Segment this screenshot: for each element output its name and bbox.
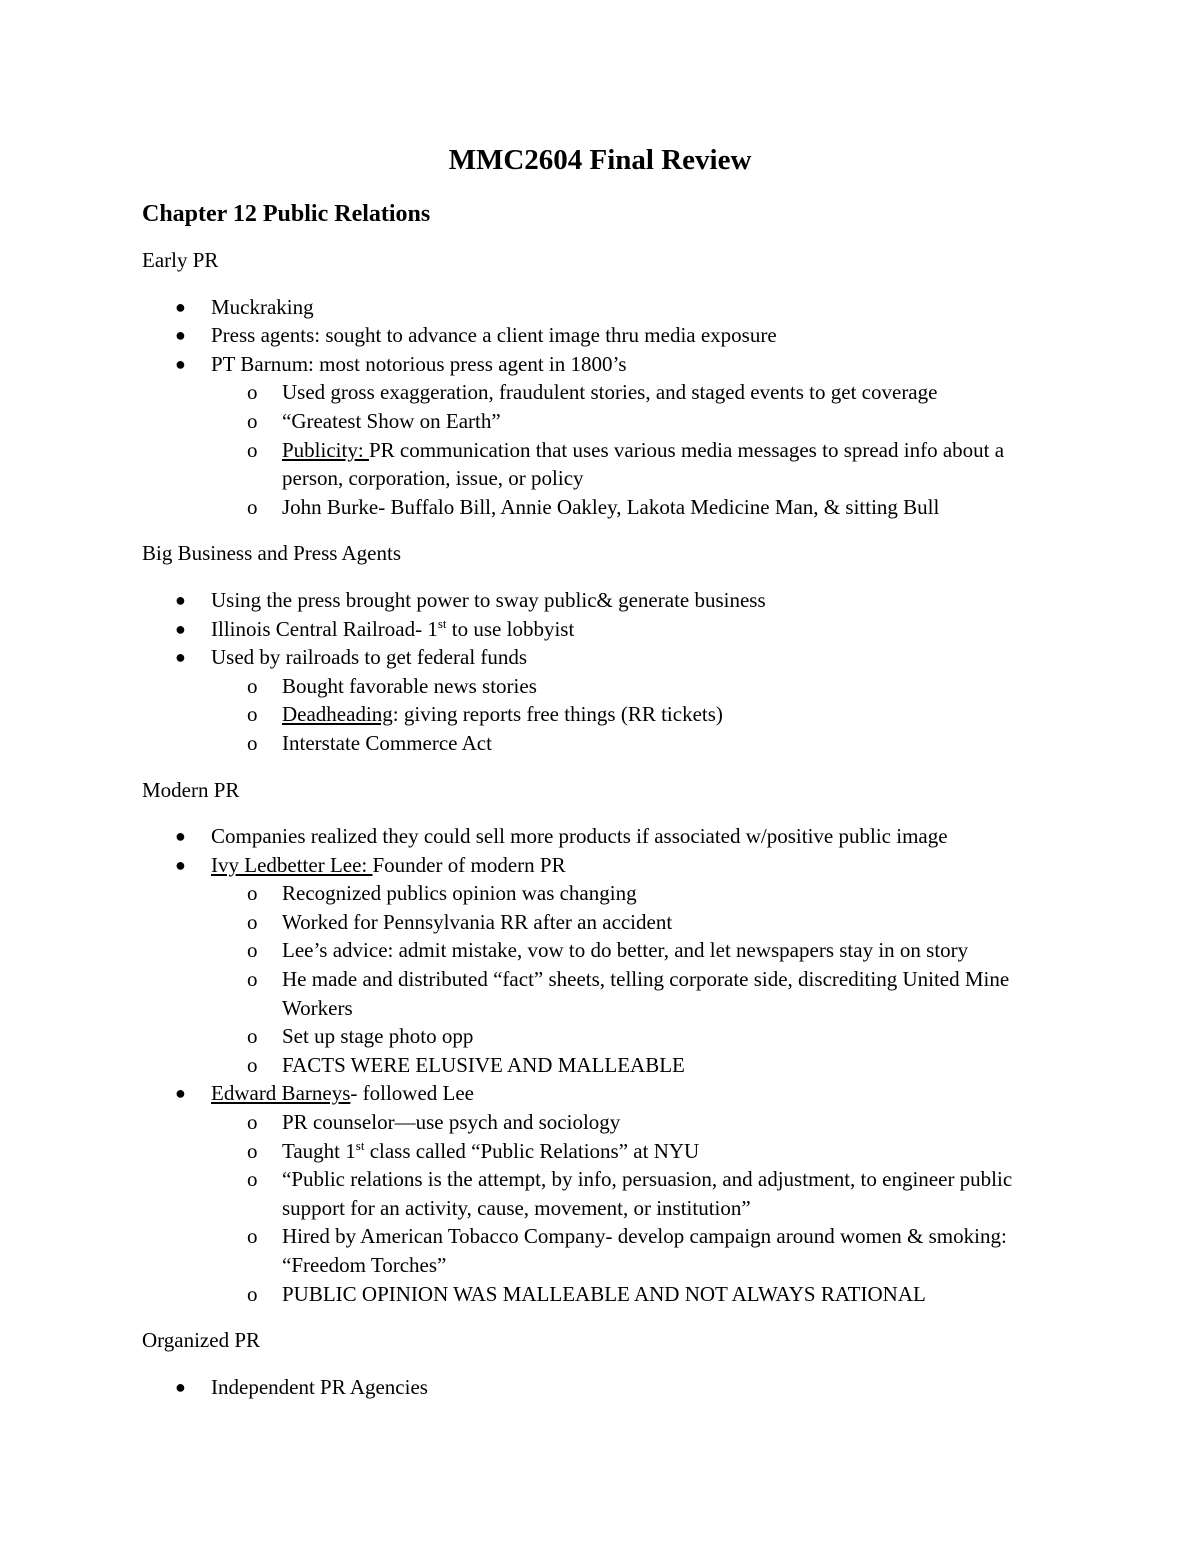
sub-list-item xyxy=(142,965,1062,1022)
item-text: Bought favorable news stories xyxy=(282,673,537,698)
underlined-term: Deadheading xyxy=(282,702,393,727)
bullet-icon: ● xyxy=(175,589,186,610)
item-text: PT Barnum: most notorious press agent in 1800’s xyxy=(211,351,627,376)
superscript: st xyxy=(355,1137,365,1153)
item-text: Set up stage photo opp xyxy=(282,1024,474,1049)
item-text: PR counselor—use psych and sociology xyxy=(282,1110,621,1135)
item-text: - followed Lee xyxy=(350,1081,474,1106)
section-heading: Big Business and Press Agents xyxy=(142,541,402,566)
hollow-bullet-icon: o xyxy=(247,673,258,698)
hollow-bullet-icon: o xyxy=(247,909,258,934)
item-text: John Burke- Buffalo Bill, Annie Oakley, Lakota Medicine Man, & sitting Bull xyxy=(282,494,940,519)
sub-bullet-list xyxy=(211,378,1062,521)
bullet-list xyxy=(142,822,1062,1308)
hollow-bullet-icon: o xyxy=(247,881,258,906)
item-text: PR communication that uses various media messages to spread info about a person, corporation, issue, or policy xyxy=(282,437,1005,491)
section-heading: Organized PR xyxy=(142,1328,261,1353)
section-heading: Modern PR xyxy=(142,777,240,802)
item-text: PUBLIC OPINION WAS MALLEABLE AND NOT ALWAYS RATIONAL xyxy=(282,1281,926,1306)
bullet-icon: ● xyxy=(175,618,186,639)
list-item xyxy=(142,350,1062,522)
sub-list-item xyxy=(142,407,1062,436)
sub-list-item xyxy=(142,493,1062,522)
page-title: MMC2604 Final Review xyxy=(448,144,752,176)
list-item xyxy=(142,321,1062,350)
bullet-icon: ● xyxy=(175,854,186,875)
sub-list-item xyxy=(142,1165,1062,1222)
item-text: Hired by American Tobacco Company- develop campaign around women & smoking: “Freedom Torches” xyxy=(282,1224,1007,1277)
list-item xyxy=(142,615,1062,644)
item-text: Press agents: sought to advance a client image thru media exposure xyxy=(211,323,777,348)
list-item xyxy=(142,643,1062,757)
hollow-bullet-icon: o xyxy=(247,938,258,963)
bullet-icon: ● xyxy=(175,1083,186,1104)
hollow-bullet-icon: o xyxy=(247,702,258,727)
item-text-after: to use lobbyist xyxy=(446,616,575,641)
sub-bullet-list xyxy=(211,672,1062,758)
hollow-bullet-icon: o xyxy=(247,1224,258,1249)
superscript: st xyxy=(437,615,447,631)
bullet-list xyxy=(142,293,1062,522)
bullet-icon: ● xyxy=(175,1376,186,1397)
hollow-bullet-icon: o xyxy=(247,730,258,755)
item-text: Muckraking xyxy=(211,294,314,319)
sub-list-item xyxy=(142,1022,1062,1051)
sub-list-item xyxy=(142,700,1062,729)
bullet-list xyxy=(142,586,1062,758)
item-text: Companies realized they could sell more products if associated w/positive public image xyxy=(211,824,948,849)
bullet-icon: ● xyxy=(175,325,186,346)
item-text: Recognized publics opinion was changing xyxy=(282,881,637,906)
item-text: “Greatest Show on Earth” xyxy=(282,408,501,433)
underlined-term: Publicity: xyxy=(282,437,369,462)
hollow-bullet-icon: o xyxy=(247,1281,258,1306)
bullet-icon: ● xyxy=(175,296,186,317)
hollow-bullet-icon: o xyxy=(247,967,258,992)
list-item xyxy=(142,1373,1062,1402)
sub-bullet-list xyxy=(211,1108,1062,1308)
section-heading: Early PR xyxy=(142,248,219,272)
sub-list-item xyxy=(142,1137,1062,1166)
bullet-icon: ● xyxy=(175,826,186,847)
list-item xyxy=(142,1079,1062,1308)
item-text: Lee’s advice: admit mistake, vow to do better, and let newspapers stay in on story xyxy=(282,938,969,963)
item-text: Used gross exaggeration, fraudulent stories, and staged events to get coverage xyxy=(282,380,938,405)
hollow-bullet-icon: o xyxy=(247,1167,258,1192)
list-item xyxy=(142,822,1062,851)
sub-list-item xyxy=(142,1051,1062,1080)
item-text: Worked for Pennsylvania RR after an accident xyxy=(282,909,673,934)
sub-list-item xyxy=(142,936,1062,965)
item-text: Interstate Commerce Act xyxy=(282,730,492,755)
bullet-icon: ● xyxy=(175,647,186,668)
item-text: Illinois Central Railroad- 1 xyxy=(211,616,438,641)
item-text-after: class called “Public Relations” at NYU xyxy=(364,1138,700,1163)
list-item xyxy=(142,851,1062,1080)
sub-list-item xyxy=(142,879,1062,908)
sub-list-item xyxy=(142,1280,1062,1309)
hollow-bullet-icon: o xyxy=(247,437,258,462)
item-text: : giving reports free things (RR tickets) xyxy=(392,702,723,727)
hollow-bullet-icon: o xyxy=(247,1052,258,1077)
sub-bullet-list xyxy=(211,879,1062,1079)
hollow-bullet-icon: o xyxy=(247,1110,258,1135)
item-text: Taught 1 xyxy=(282,1138,356,1163)
item-text: Independent PR Agencies xyxy=(211,1374,428,1399)
item-text: “Public relations is the attempt, by info, persuasion, and adjustment, to engineer public support for an activity, cause, movement, or institution” xyxy=(282,1167,1013,1220)
underlined-term: Edward Barneys xyxy=(211,1081,351,1106)
hollow-bullet-icon: o xyxy=(247,1024,258,1049)
sub-list-item xyxy=(142,1222,1062,1279)
hollow-bullet-icon: o xyxy=(247,494,258,519)
list-item xyxy=(142,293,1062,322)
sub-list-item xyxy=(142,1108,1062,1137)
item-text: He made and distributed “fact” sheets, telling corporate side, discrediting United Mine Workers xyxy=(282,967,1010,1020)
item-text: Founder of modern PR xyxy=(372,852,566,877)
bullet-list xyxy=(142,1373,1062,1402)
list-item xyxy=(142,586,1062,615)
hollow-bullet-icon: o xyxy=(247,408,258,433)
hollow-bullet-icon: o xyxy=(247,1138,258,1163)
sub-list-item xyxy=(142,729,1062,758)
chapter-heading: Chapter 12 Public Relations xyxy=(142,201,431,227)
document-body xyxy=(142,246,1062,1419)
underlined-term: Ivy Ledbetter Lee: xyxy=(211,852,373,877)
sub-list-item xyxy=(142,436,1062,493)
sub-list-item xyxy=(142,672,1062,701)
item-text: Used by railroads to get federal funds xyxy=(211,645,528,670)
sub-list-item xyxy=(142,378,1062,407)
sub-list-item xyxy=(142,908,1062,937)
item-text: FACTS WERE ELUSIVE AND MALLEABLE xyxy=(282,1052,685,1077)
item-text: Using the press brought power to sway public& generate business xyxy=(211,587,766,612)
hollow-bullet-icon: o xyxy=(247,380,258,405)
bullet-icon: ● xyxy=(175,353,186,374)
